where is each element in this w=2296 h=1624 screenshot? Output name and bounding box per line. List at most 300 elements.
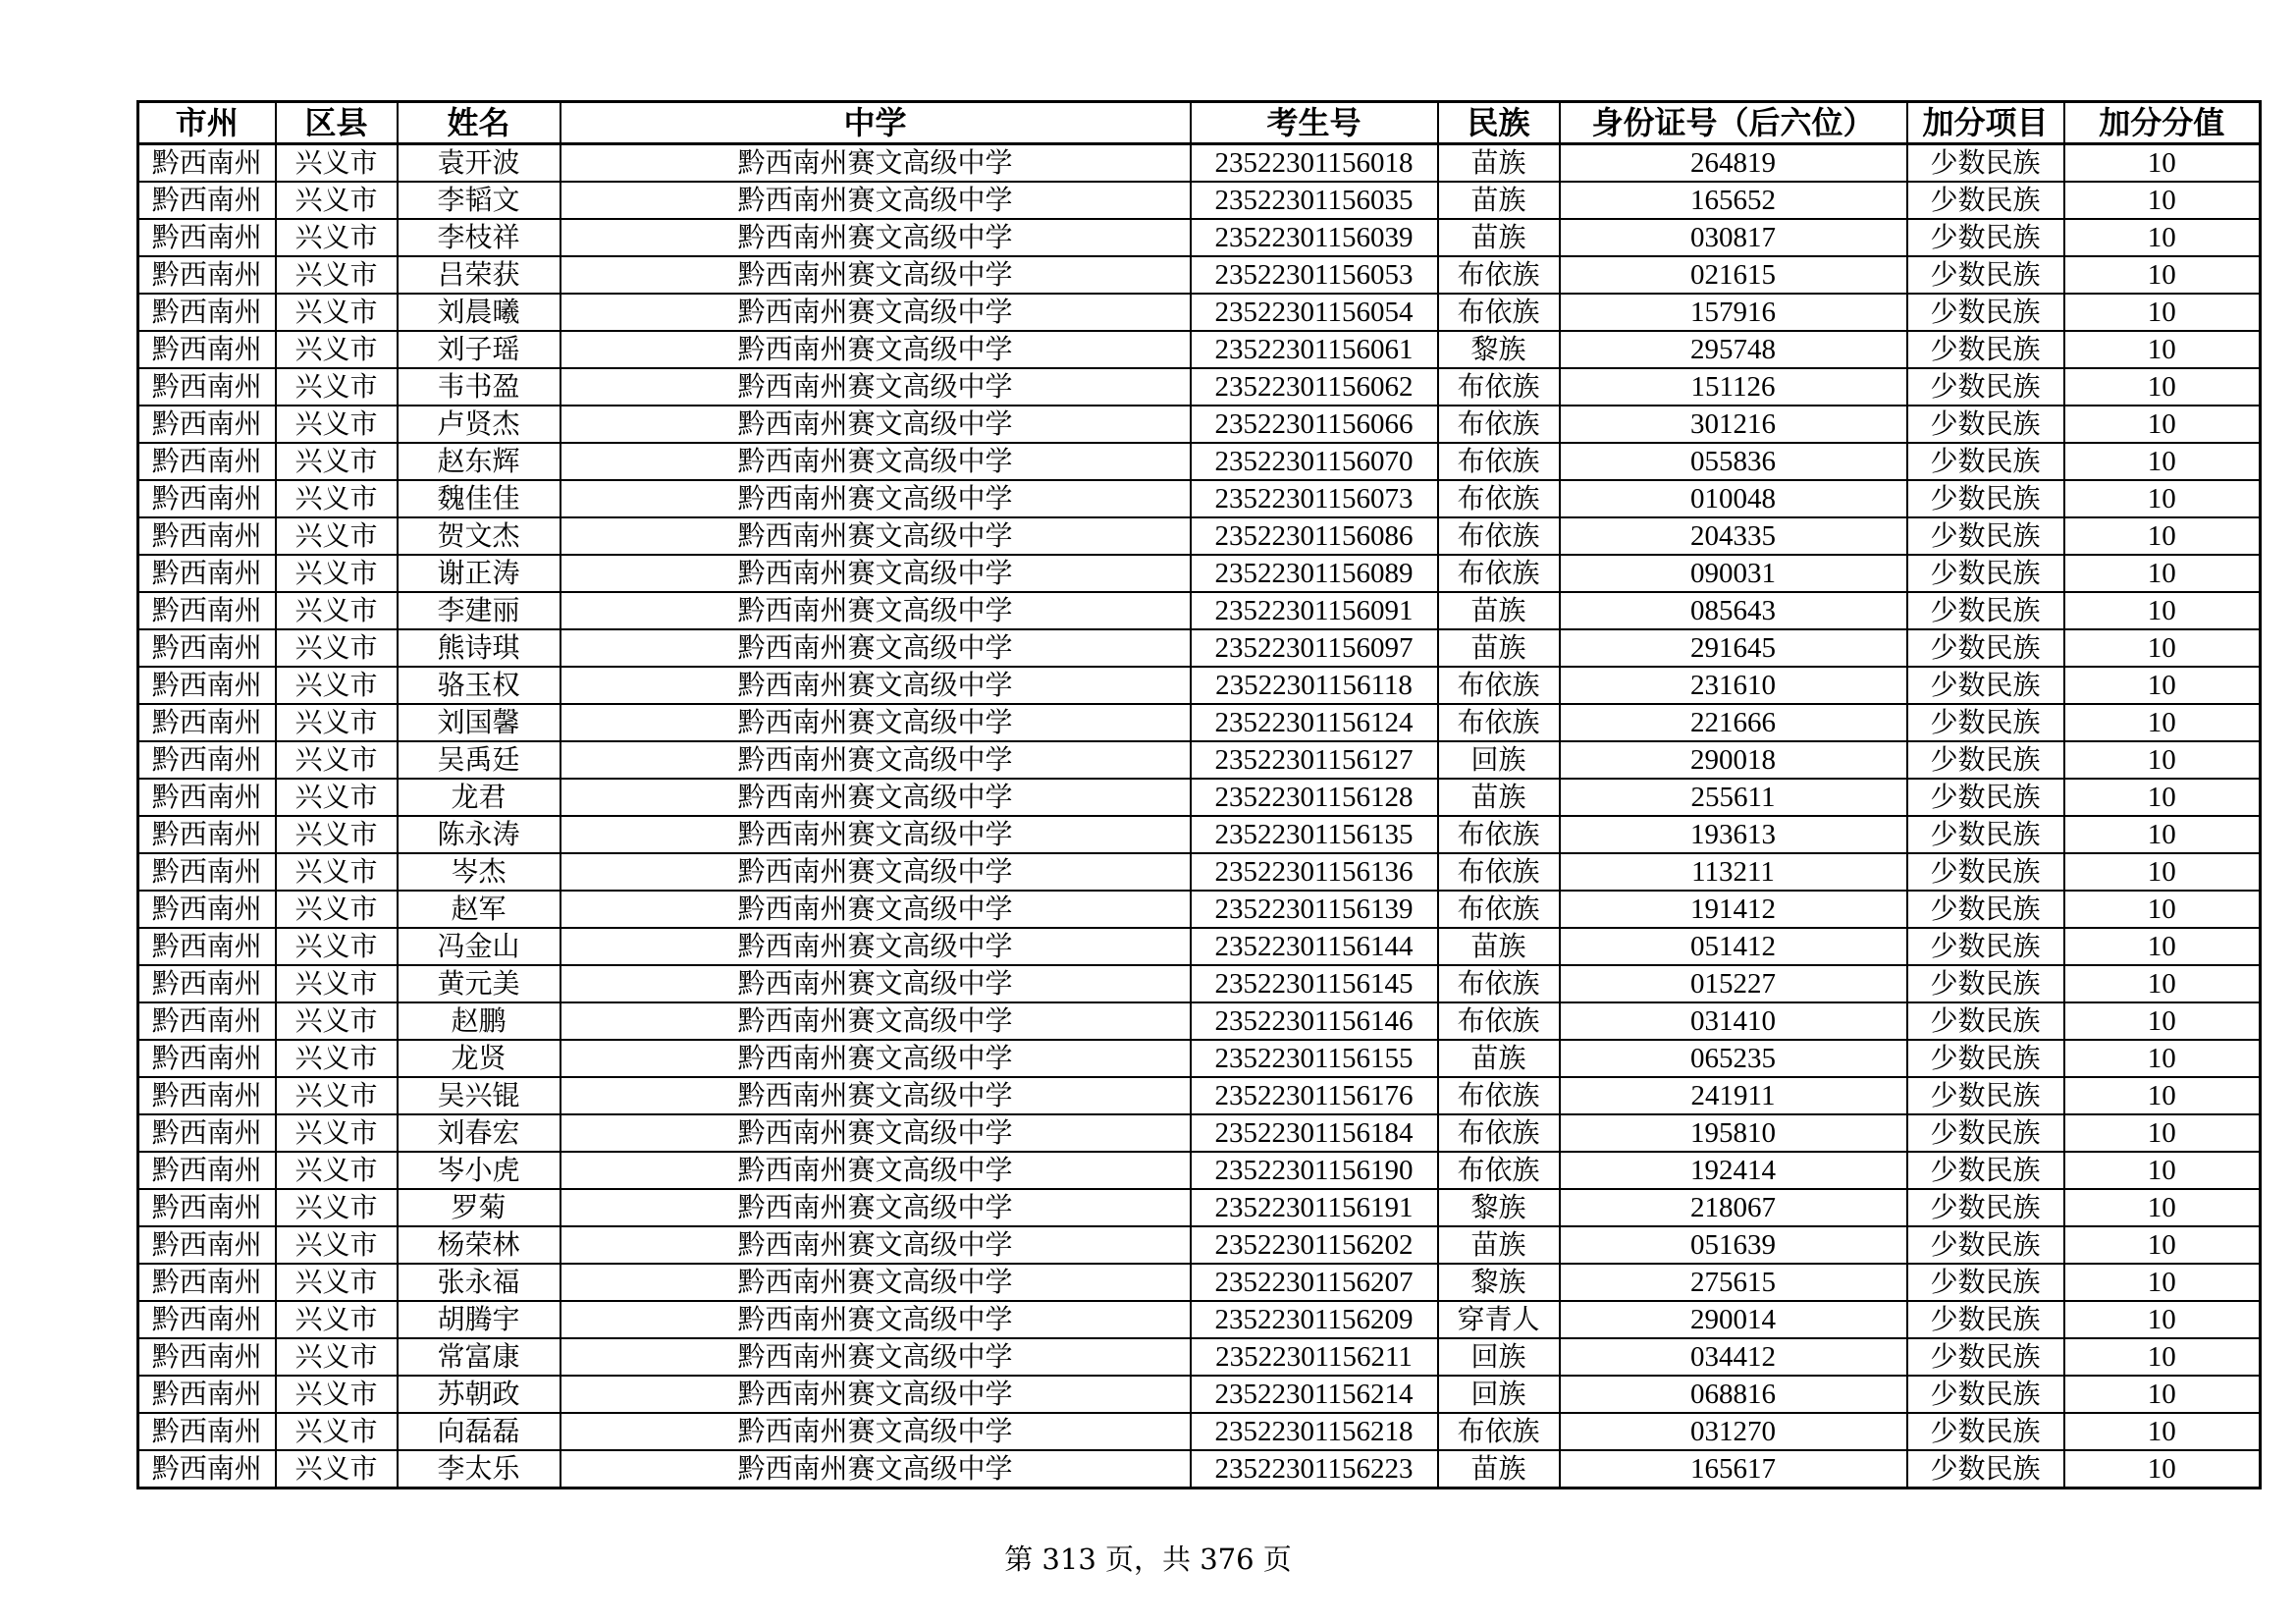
table-row [138,182,2261,219]
cell-ethnicity: 布依族 [1438,443,1560,480]
cell-ethnicity: 布依族 [1438,891,1560,928]
cell-bonus-score: 10 [2064,294,2261,331]
cell-bonus-score: 10 [2064,443,2261,480]
cell-bonus-score: 10 [2064,1077,2261,1114]
cell-school: 黔西南州赛文高级中学 [561,1040,1191,1077]
cell-id-last-six: 291645 [1560,629,1907,667]
table-row [138,1077,2261,1114]
cell-ethnicity: 布依族 [1438,853,1560,891]
cell-exam-number: 23522301156202 [1191,1226,1438,1264]
cell-bonus-item: 少数民族 [1907,368,2064,406]
cell-name: 岑杰 [398,853,561,891]
cell-bonus-item: 少数民族 [1907,555,2064,592]
table-row [138,406,2261,443]
cell-id-last-six: 090031 [1560,555,1907,592]
cell-id-last-six: 191412 [1560,891,1907,928]
table-row [138,928,2261,965]
cell-ethnicity: 布依族 [1438,517,1560,555]
cell-name: 黄元美 [398,965,561,1002]
table-row [138,1189,2261,1226]
cell-ethnicity: 布依族 [1438,1002,1560,1040]
cell-exam-number: 23522301156053 [1191,256,1438,294]
cell-city: 黔西南州 [138,891,276,928]
cell-bonus-score: 10 [2064,741,2261,779]
cell-county: 兴义市 [276,1002,398,1040]
cell-id-last-six: 031270 [1560,1413,1907,1450]
cell-bonus-item: 少数民族 [1907,1338,2064,1376]
cell-name: 赵鹏 [398,1002,561,1040]
cell-city: 黔西南州 [138,816,276,853]
cell-county: 兴义市 [276,629,398,667]
table-body [138,144,2261,1489]
cell-name: 罗菊 [398,1189,561,1226]
cell-id-last-six: 015227 [1560,965,1907,1002]
cell-bonus-score: 10 [2064,1114,2261,1152]
cell-city: 黔西南州 [138,406,276,443]
cell-bonus-item: 少数民族 [1907,1264,2064,1301]
cell-city: 黔西南州 [138,1002,276,1040]
cell-county: 兴义市 [276,1077,398,1114]
cell-bonus-score: 10 [2064,853,2261,891]
cell-school: 黔西南州赛文高级中学 [561,555,1191,592]
cell-exam-number: 23522301156091 [1191,592,1438,629]
cell-school: 黔西南州赛文高级中学 [561,1114,1191,1152]
cell-bonus-score: 10 [2064,779,2261,816]
cell-city: 黔西南州 [138,928,276,965]
cell-bonus-item: 少数民族 [1907,1077,2064,1114]
cell-exam-number: 23522301156139 [1191,891,1438,928]
cell-bonus-score: 10 [2064,629,2261,667]
cell-bonus-score: 10 [2064,1226,2261,1264]
cell-school: 黔西南州赛文高级中学 [561,1077,1191,1114]
cell-school: 黔西南州赛文高级中学 [561,816,1191,853]
cell-county: 兴义市 [276,1226,398,1264]
cell-id-last-six: 165617 [1560,1450,1907,1489]
cell-county: 兴义市 [276,443,398,480]
cell-name: 韦书盈 [398,368,561,406]
table-row [138,368,2261,406]
cell-bonus-item: 少数民族 [1907,779,2064,816]
cell-ethnicity: 布依族 [1438,480,1560,517]
cell-school: 黔西南州赛文高级中学 [561,406,1191,443]
cell-name: 魏佳佳 [398,480,561,517]
cell-school: 黔西南州赛文高级中学 [561,517,1191,555]
table-row [138,1338,2261,1376]
cell-city: 黔西南州 [138,741,276,779]
cell-ethnicity: 布依族 [1438,256,1560,294]
cell-city: 黔西南州 [138,965,276,1002]
cell-name: 贺文杰 [398,517,561,555]
cell-bonus-score: 10 [2064,1002,2261,1040]
cell-ethnicity: 布依族 [1438,368,1560,406]
cell-id-last-six: 055836 [1560,443,1907,480]
cell-exam-number: 23522301156097 [1191,629,1438,667]
cell-ethnicity: 布依族 [1438,667,1560,704]
cell-id-last-six: 021615 [1560,256,1907,294]
cell-id-last-six: 165652 [1560,182,1907,219]
cell-bonus-score: 10 [2064,667,2261,704]
cell-school: 黔西南州赛文高级中学 [561,704,1191,741]
cell-bonus-score: 10 [2064,1338,2261,1376]
cell-school: 黔西南州赛文高级中学 [561,592,1191,629]
cell-bonus-item: 少数民族 [1907,891,2064,928]
cell-id-last-six: 051639 [1560,1226,1907,1264]
cell-city: 黔西南州 [138,219,276,256]
cell-bonus-item: 少数民族 [1907,182,2064,219]
cell-name: 龙君 [398,779,561,816]
cell-id-last-six: 264819 [1560,144,1907,183]
cell-bonus-item: 少数民族 [1907,1152,2064,1189]
cell-school: 黔西南州赛文高级中学 [561,1152,1191,1189]
cell-exam-number: 23522301156018 [1191,144,1438,183]
cell-bonus-item: 少数民族 [1907,517,2064,555]
table-row [138,965,2261,1002]
cell-id-last-six: 221666 [1560,704,1907,741]
cell-id-last-six: 051412 [1560,928,1907,965]
cell-county: 兴义市 [276,891,398,928]
cell-bonus-item: 少数民族 [1907,443,2064,480]
cell-school: 黔西南州赛文高级中学 [561,629,1191,667]
cell-bonus-score: 10 [2064,517,2261,555]
cell-county: 兴义市 [276,816,398,853]
cell-name: 刘国馨 [398,704,561,741]
table-row [138,1413,2261,1450]
cell-exam-number: 23522301156146 [1191,1002,1438,1040]
cell-id-last-six: 193613 [1560,816,1907,853]
cell-city: 黔西南州 [138,1338,276,1376]
cell-exam-number: 23522301156086 [1191,517,1438,555]
cell-name: 赵军 [398,891,561,928]
cell-name: 冯金山 [398,928,561,965]
cell-city: 黔西南州 [138,1264,276,1301]
cell-school: 黔西南州赛文高级中学 [561,1376,1191,1413]
cell-bonus-item: 少数民族 [1907,406,2064,443]
cell-county: 兴义市 [276,741,398,779]
cell-bonus-score: 10 [2064,144,2261,183]
cell-city: 黔西南州 [138,1413,276,1450]
cell-name: 熊诗琪 [398,629,561,667]
cell-school: 黔西南州赛文高级中学 [561,1301,1191,1338]
table-row [138,853,2261,891]
cell-city: 黔西南州 [138,779,276,816]
cell-id-last-six: 151126 [1560,368,1907,406]
cell-exam-number: 23522301156223 [1191,1450,1438,1489]
cell-bonus-item: 少数民族 [1907,592,2064,629]
cell-exam-number: 23522301156073 [1191,480,1438,517]
cell-id-last-six: 204335 [1560,517,1907,555]
cell-exam-number: 23522301156070 [1191,443,1438,480]
column-header-bonus-item: 加分项目 [1907,102,2064,144]
cell-id-last-six: 218067 [1560,1189,1907,1226]
cell-city: 黔西南州 [138,667,276,704]
cell-ethnicity: 苗族 [1438,928,1560,965]
cell-bonus-score: 10 [2064,1152,2261,1189]
cell-name: 张永福 [398,1264,561,1301]
cell-name: 李建丽 [398,592,561,629]
cell-school: 黔西南州赛文高级中学 [561,853,1191,891]
cell-bonus-score: 10 [2064,331,2261,368]
table-row [138,1301,2261,1338]
cell-county: 兴义市 [276,1450,398,1489]
cell-school: 黔西南州赛文高级中学 [561,779,1191,816]
cell-bonus-score: 10 [2064,592,2261,629]
table-row [138,1376,2261,1413]
cell-ethnicity: 布依族 [1438,294,1560,331]
cell-exam-number: 23522301156061 [1191,331,1438,368]
cell-county: 兴义市 [276,294,398,331]
table-row [138,592,2261,629]
cell-bonus-score: 10 [2064,182,2261,219]
cell-school: 黔西南州赛文高级中学 [561,1189,1191,1226]
cell-exam-number: 23522301156089 [1191,555,1438,592]
cell-ethnicity: 回族 [1438,1338,1560,1376]
cell-id-last-six: 157916 [1560,294,1907,331]
cell-county: 兴义市 [276,1413,398,1450]
table-row [138,1450,2261,1489]
cell-name: 向磊磊 [398,1413,561,1450]
cell-city: 黔西南州 [138,480,276,517]
cell-city: 黔西南州 [138,592,276,629]
cell-exam-number: 23522301156191 [1191,1189,1438,1226]
cell-school: 黔西南州赛文高级中学 [561,891,1191,928]
cell-school: 黔西南州赛文高级中学 [561,741,1191,779]
column-header-county: 区县 [276,102,398,144]
cell-school: 黔西南州赛文高级中学 [561,144,1191,183]
table-row [138,555,2261,592]
cell-bonus-score: 10 [2064,1264,2261,1301]
cell-id-last-six: 192414 [1560,1152,1907,1189]
cell-exam-number: 23522301156127 [1191,741,1438,779]
cell-bonus-score: 10 [2064,480,2261,517]
cell-exam-number: 23522301156211 [1191,1338,1438,1376]
cell-ethnicity: 黎族 [1438,1264,1560,1301]
cell-bonus-item: 少数民族 [1907,928,2064,965]
cell-county: 兴义市 [276,256,398,294]
cell-ethnicity: 苗族 [1438,1450,1560,1489]
cell-bonus-item: 少数民族 [1907,816,2064,853]
cell-id-last-six: 010048 [1560,480,1907,517]
cell-school: 黔西南州赛文高级中学 [561,1226,1191,1264]
cell-city: 黔西南州 [138,853,276,891]
table-row [138,1264,2261,1301]
cell-county: 兴义市 [276,406,398,443]
column-header-city: 市州 [138,102,276,144]
cell-city: 黔西南州 [138,182,276,219]
cell-county: 兴义市 [276,667,398,704]
cell-city: 黔西南州 [138,1114,276,1152]
cell-school: 黔西南州赛文高级中学 [561,443,1191,480]
cell-exam-number: 23522301156184 [1191,1114,1438,1152]
cell-ethnicity: 苗族 [1438,1040,1560,1077]
cell-ethnicity: 穿青人 [1438,1301,1560,1338]
cell-ethnicity: 黎族 [1438,331,1560,368]
cell-bonus-score: 10 [2064,406,2261,443]
cell-id-last-six: 290018 [1560,741,1907,779]
cell-name: 李太乐 [398,1450,561,1489]
cell-school: 黔西南州赛文高级中学 [561,1002,1191,1040]
cell-ethnicity: 回族 [1438,741,1560,779]
cell-county: 兴义市 [276,517,398,555]
cell-city: 黔西南州 [138,1376,276,1413]
table-row [138,144,2261,183]
cell-city: 黔西南州 [138,1077,276,1114]
table-row [138,219,2261,256]
cell-city: 黔西南州 [138,629,276,667]
cell-exam-number: 23522301156144 [1191,928,1438,965]
column-header-name: 姓名 [398,102,561,144]
cell-city: 黔西南州 [138,1226,276,1264]
cell-bonus-item: 少数民族 [1907,1450,2064,1489]
cell-school: 黔西南州赛文高级中学 [561,1264,1191,1301]
cell-name: 袁开波 [398,144,561,183]
column-header-exam-number: 考生号 [1191,102,1438,144]
table-row [138,1040,2261,1077]
cell-exam-number: 23522301156190 [1191,1152,1438,1189]
cell-ethnicity: 苗族 [1438,182,1560,219]
cell-ethnicity: 布依族 [1438,816,1560,853]
cell-name: 龙贤 [398,1040,561,1077]
cell-county: 兴义市 [276,1376,398,1413]
column-header-bonus-score: 加分分值 [2064,102,2261,144]
cell-county: 兴义市 [276,1264,398,1301]
cell-county: 兴义市 [276,1338,398,1376]
cell-city: 黔西南州 [138,1189,276,1226]
cell-city: 黔西南州 [138,1040,276,1077]
cell-exam-number: 23522301156066 [1191,406,1438,443]
table-row [138,704,2261,741]
cell-exam-number: 23522301156218 [1191,1413,1438,1450]
table-row [138,443,2261,480]
cell-ethnicity: 苗族 [1438,1226,1560,1264]
table-row [138,741,2261,779]
cell-bonus-item: 少数民族 [1907,704,2064,741]
cell-school: 黔西南州赛文高级中学 [561,331,1191,368]
cell-ethnicity: 布依族 [1438,1114,1560,1152]
cell-county: 兴义市 [276,1152,398,1189]
cell-county: 兴义市 [276,1189,398,1226]
cell-bonus-score: 10 [2064,928,2261,965]
cell-ethnicity: 布依族 [1438,965,1560,1002]
column-header-id-last-six: 身份证号（后六位） [1560,102,1907,144]
cell-ethnicity: 布依族 [1438,555,1560,592]
cell-ethnicity: 苗族 [1438,144,1560,183]
cell-bonus-item: 少数民族 [1907,629,2064,667]
cell-bonus-score: 10 [2064,891,2261,928]
cell-city: 黔西南州 [138,144,276,183]
cell-id-last-six: 295748 [1560,331,1907,368]
cell-county: 兴义市 [276,1301,398,1338]
cell-id-last-six: 030817 [1560,219,1907,256]
cell-county: 兴义市 [276,965,398,1002]
table-row [138,480,2261,517]
cell-bonus-item: 少数民族 [1907,1189,2064,1226]
table-row [138,779,2261,816]
cell-bonus-item: 少数民族 [1907,1226,2064,1264]
cell-bonus-score: 10 [2064,219,2261,256]
cell-name: 骆玉权 [398,667,561,704]
cell-ethnicity: 布依族 [1438,1413,1560,1450]
cell-ethnicity: 苗族 [1438,629,1560,667]
cell-county: 兴义市 [276,219,398,256]
cell-exam-number: 23522301156155 [1191,1040,1438,1077]
cell-exam-number: 23522301156207 [1191,1264,1438,1301]
cell-name: 苏朝政 [398,1376,561,1413]
cell-id-last-six: 290014 [1560,1301,1907,1338]
cell-name: 刘晨曦 [398,294,561,331]
cell-school: 黔西南州赛文高级中学 [561,928,1191,965]
cell-ethnicity: 布依族 [1438,1077,1560,1114]
cell-bonus-item: 少数民族 [1907,256,2064,294]
cell-county: 兴义市 [276,779,398,816]
cell-bonus-item: 少数民族 [1907,741,2064,779]
cell-bonus-item: 少数民族 [1907,1301,2064,1338]
cell-bonus-item: 少数民族 [1907,1002,2064,1040]
cell-name: 杨荣林 [398,1226,561,1264]
cell-city: 黔西南州 [138,331,276,368]
cell-bonus-item: 少数民族 [1907,144,2064,183]
cell-county: 兴义市 [276,592,398,629]
cell-exam-number: 23522301156135 [1191,816,1438,853]
cell-county: 兴义市 [276,331,398,368]
cell-name: 卢贤杰 [398,406,561,443]
cell-school: 黔西南州赛文高级中学 [561,219,1191,256]
cell-city: 黔西南州 [138,443,276,480]
cell-name: 李枝祥 [398,219,561,256]
data-table [136,100,2262,1489]
cell-city: 黔西南州 [138,704,276,741]
cell-city: 黔西南州 [138,1152,276,1189]
cell-bonus-item: 少数民族 [1907,1413,2064,1450]
cell-school: 黔西南州赛文高级中学 [561,294,1191,331]
table-row [138,629,2261,667]
cell-city: 黔西南州 [138,555,276,592]
cell-county: 兴义市 [276,928,398,965]
cell-bonus-score: 10 [2064,816,2261,853]
table-row [138,517,2261,555]
cell-bonus-item: 少数民族 [1907,853,2064,891]
cell-bonus-score: 10 [2064,1450,2261,1489]
cell-name: 陈永涛 [398,816,561,853]
cell-id-last-six: 065235 [1560,1040,1907,1077]
table-row [138,1152,2261,1189]
cell-bonus-score: 10 [2064,1301,2261,1338]
cell-bonus-score: 10 [2064,704,2261,741]
cell-school: 黔西南州赛文高级中学 [561,480,1191,517]
cell-city: 黔西南州 [138,294,276,331]
cell-school: 黔西南州赛文高级中学 [561,1413,1191,1450]
cell-name: 吴兴锟 [398,1077,561,1114]
cell-bonus-item: 少数民族 [1907,219,2064,256]
cell-name: 常富康 [398,1338,561,1376]
cell-name: 岑小虎 [398,1152,561,1189]
cell-exam-number: 23522301156176 [1191,1077,1438,1114]
table-row [138,891,2261,928]
cell-bonus-score: 10 [2064,555,2261,592]
cell-name: 李韬文 [398,182,561,219]
cell-exam-number: 23522301156214 [1191,1376,1438,1413]
cell-id-last-six: 034412 [1560,1338,1907,1376]
cell-name: 赵东辉 [398,443,561,480]
table-row [138,294,2261,331]
cell-county: 兴义市 [276,555,398,592]
cell-bonus-score: 10 [2064,368,2261,406]
cell-bonus-score: 10 [2064,1413,2261,1450]
cell-ethnicity: 黎族 [1438,1189,1560,1226]
cell-county: 兴义市 [276,368,398,406]
cell-name: 谢正涛 [398,555,561,592]
cell-city: 黔西南州 [138,517,276,555]
cell-exam-number: 23522301156054 [1191,294,1438,331]
